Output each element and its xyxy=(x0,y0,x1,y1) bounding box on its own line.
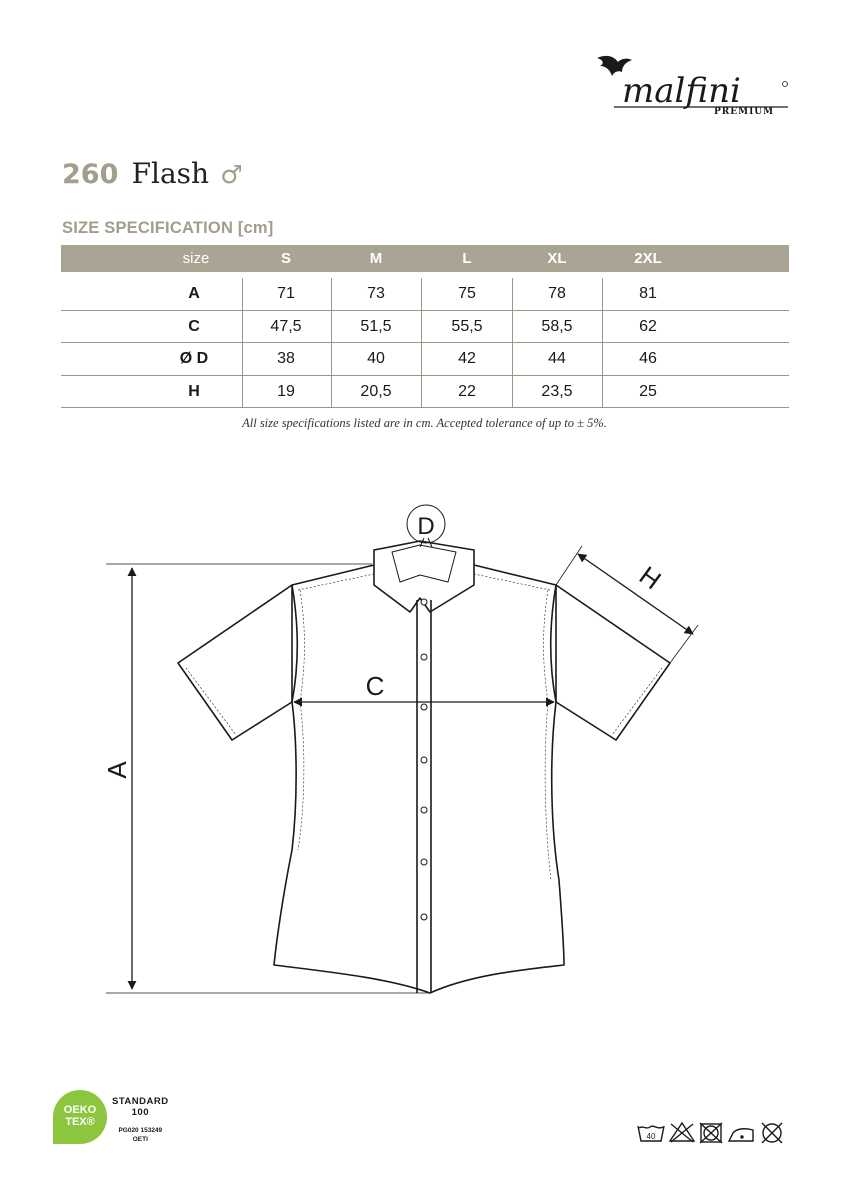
header-size: 2XL xyxy=(634,250,662,267)
shirt-body xyxy=(274,565,564,993)
table-cell: 38 xyxy=(277,350,295,367)
oeko-tex-badge xyxy=(53,1090,107,1144)
table-cell: 40 xyxy=(367,350,385,367)
care-symbols xyxy=(636,1120,796,1146)
oeko-badge-line1: OEKO xyxy=(63,1104,97,1116)
no-bleach-icon xyxy=(670,1123,694,1142)
no-tumble-dry-icon xyxy=(700,1123,722,1143)
table-cell: 71 xyxy=(277,285,295,302)
wash-temp-text: 40 xyxy=(646,1132,656,1141)
size-spec-heading: SIZE SPECIFICATION [cm] xyxy=(62,219,274,237)
product-number: 260 xyxy=(62,159,119,190)
table-cell: 44 xyxy=(548,350,566,367)
table-cell: 22 xyxy=(458,382,476,400)
header-size: L xyxy=(462,250,472,267)
tolerance-note: All size specifications listed are in cm. Accepted tolerance of up to ± 5%. xyxy=(242,416,607,430)
product-name: Flash xyxy=(131,157,210,190)
table-cell: 25 xyxy=(639,382,657,400)
oeko-institute: OETI xyxy=(132,1136,148,1143)
table-header xyxy=(61,245,789,272)
dimension-label-d: D xyxy=(417,513,435,540)
oeko-code: PG020 153249 xyxy=(118,1127,163,1134)
table-cell: 20,5 xyxy=(360,382,392,400)
table-cell: 78 xyxy=(548,285,566,302)
header-size: S xyxy=(280,250,292,267)
table-row xyxy=(61,343,789,376)
oeko-badge-line2: TEX® xyxy=(65,1116,95,1128)
brand-logo xyxy=(592,50,792,122)
row-label: C xyxy=(188,317,200,335)
left-sleeve xyxy=(178,585,292,740)
oeko-standard: STANDARD xyxy=(112,1096,169,1107)
table-row xyxy=(61,278,789,311)
logo-brand-text: malfini xyxy=(622,71,741,111)
row-label: Ø D xyxy=(179,350,209,367)
dimension-label-a: A xyxy=(102,761,132,779)
oeko-tex-info xyxy=(112,1096,169,1144)
table-cell: 47,5 xyxy=(270,317,302,335)
shirt-measurement-diagram xyxy=(0,490,849,1010)
row-label: A xyxy=(188,285,200,302)
table-cell: 75 xyxy=(458,285,476,302)
table-cell: 73 xyxy=(367,285,385,302)
dimension-label-c: C xyxy=(365,671,385,701)
dimension-label-h: H xyxy=(633,560,667,596)
right-sleeve xyxy=(556,585,670,740)
table-cell: 58,5 xyxy=(541,317,573,335)
no-dry-clean-icon xyxy=(762,1123,782,1143)
table-cell: 46 xyxy=(639,350,657,367)
wash-40-icon xyxy=(638,1126,664,1141)
page-title xyxy=(62,156,243,190)
row-label: H xyxy=(188,382,200,400)
header-size: XL xyxy=(547,250,567,267)
table-cell: 62 xyxy=(639,317,657,335)
table-cell: 51,5 xyxy=(360,317,392,335)
iron-low-icon xyxy=(729,1129,753,1141)
table-cell: 23,5 xyxy=(541,382,573,400)
table-cell: 42 xyxy=(458,350,476,367)
header-size: M xyxy=(369,250,383,267)
oeko-standard-number: 100 xyxy=(131,1107,149,1118)
table-cell: 55,5 xyxy=(451,317,483,335)
male-symbol-icon: ♂ xyxy=(220,160,243,189)
size-table xyxy=(61,245,789,408)
logo-premium-text: PREMIUM xyxy=(714,107,775,117)
table-row xyxy=(61,376,789,409)
shirt-diagram-svg xyxy=(0,490,849,1010)
table-row xyxy=(61,311,789,344)
header-size-label: size xyxy=(182,250,210,267)
table-cell: 81 xyxy=(639,285,657,302)
table-cell: 19 xyxy=(277,382,295,400)
